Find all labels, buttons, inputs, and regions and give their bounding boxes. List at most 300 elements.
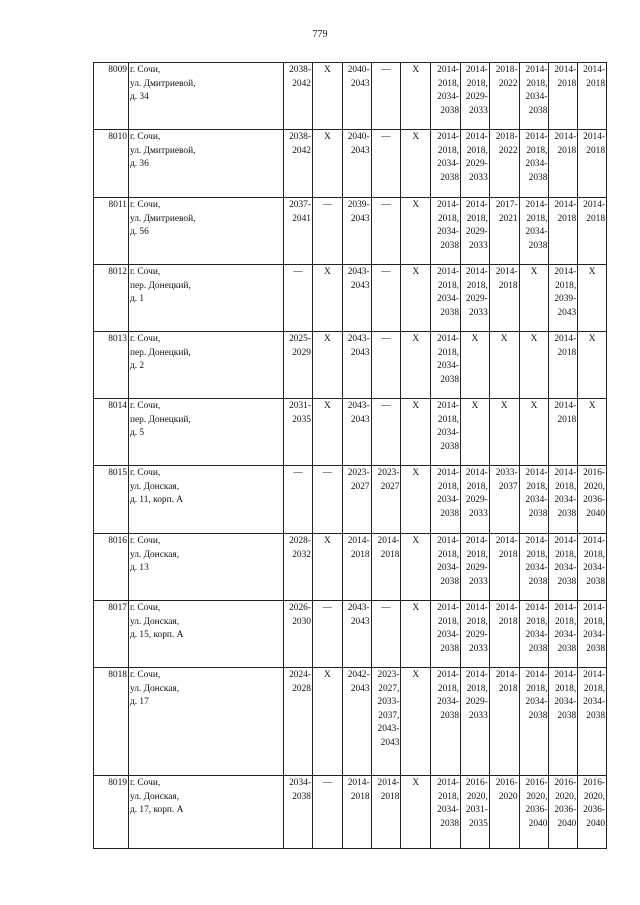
period-line: 2014- xyxy=(525,536,548,546)
period-line: 2014- xyxy=(377,778,400,788)
period-line: 2038 xyxy=(557,643,577,654)
period-line: — xyxy=(381,401,391,411)
registry-table xyxy=(93,62,607,849)
period-cell xyxy=(401,399,431,466)
period-line: 2018 xyxy=(498,280,518,291)
period-cell xyxy=(371,130,401,198)
period-cell xyxy=(312,776,342,849)
period-line: 2042 xyxy=(292,145,311,156)
period-line: 2018- xyxy=(495,132,518,142)
period-cell xyxy=(519,332,549,399)
period-line: 2043 xyxy=(350,616,370,627)
period-line: 2014- xyxy=(437,670,459,680)
period-line: 2034- xyxy=(525,630,548,640)
period-line: 2014- xyxy=(554,65,577,75)
address-line: д. 11, корп. А xyxy=(129,495,184,505)
period-cell xyxy=(489,332,519,399)
period-cell xyxy=(578,399,607,466)
period-line: 2038 xyxy=(557,576,577,587)
period-cell xyxy=(519,534,549,601)
period-cell xyxy=(461,601,490,668)
period-line: 2018, xyxy=(437,414,459,425)
period-line: 2020, xyxy=(583,481,605,492)
period-line: 2029- xyxy=(465,159,488,169)
period-line: 2014- xyxy=(495,267,518,277)
period-line: 2018, xyxy=(466,481,488,492)
period-line: 2038 xyxy=(440,105,459,116)
period-line: 2018 xyxy=(586,78,605,89)
address-line: д. 17 xyxy=(129,697,149,707)
period-line: 2034- xyxy=(437,361,459,371)
period-line: 2029- xyxy=(465,697,488,707)
period-line: 2018, xyxy=(437,549,459,560)
address-line: ул. Донская, xyxy=(129,549,180,560)
period-line: 2043- xyxy=(347,401,370,411)
period-cell xyxy=(578,534,607,601)
period-line: 2029- xyxy=(465,495,488,505)
period-cell xyxy=(312,332,342,399)
period-line: 2018, xyxy=(437,481,459,492)
period-line: 2029- xyxy=(465,227,488,237)
period-line: 2034- xyxy=(437,92,459,102)
period-line: 2043- xyxy=(347,603,370,613)
period-line: 2029 xyxy=(292,347,311,358)
period-line: 2034- xyxy=(554,563,577,573)
period-line: — xyxy=(322,603,333,613)
period-cell xyxy=(578,776,607,849)
address-line: ул. Дмитриевой, xyxy=(129,145,196,156)
period-line: 2014- xyxy=(437,65,459,75)
period-cell xyxy=(489,63,519,130)
period-line: 2018, xyxy=(437,683,459,694)
address-line: г. Сочи, xyxy=(129,670,161,680)
table-row xyxy=(94,63,607,130)
period-cell xyxy=(489,130,519,198)
period-cell xyxy=(342,332,371,399)
period-cell xyxy=(371,198,401,265)
period-cell xyxy=(401,63,431,130)
period-cell xyxy=(401,198,431,265)
row-number: 8013 xyxy=(94,332,129,399)
period-line: 2033- xyxy=(377,697,400,707)
period-line: — xyxy=(381,132,391,142)
period-line: 2014- xyxy=(465,670,488,680)
period-line: 2014- xyxy=(465,132,488,142)
period-line: Х xyxy=(530,401,538,411)
period-line: 2014- xyxy=(437,536,459,546)
period-line: 2018 xyxy=(350,549,370,560)
period-cell xyxy=(401,534,431,601)
period-cell xyxy=(284,534,313,601)
period-cell xyxy=(519,399,549,466)
period-cell xyxy=(284,130,313,198)
period-line: 2029- xyxy=(465,294,488,304)
period-cell xyxy=(342,399,371,466)
period-line: 2028- xyxy=(289,536,311,546)
period-line: 2034- xyxy=(437,805,459,815)
period-line: — xyxy=(381,267,391,277)
period-cell xyxy=(461,399,490,466)
period-cell xyxy=(489,265,519,332)
period-cell xyxy=(431,534,461,601)
period-line: 2018 xyxy=(586,213,605,224)
period-line: Х xyxy=(323,401,331,411)
address-line: д. 15, корп. А xyxy=(129,630,184,640)
registry-body xyxy=(94,63,607,849)
period-line: 2043- xyxy=(377,724,400,734)
period-cell xyxy=(284,63,313,130)
period-line: 2038 xyxy=(586,710,605,721)
row-number: 8018 xyxy=(94,668,129,776)
period-cell xyxy=(549,130,578,198)
period-cell xyxy=(371,601,401,668)
period-cell xyxy=(401,668,431,776)
period-cell xyxy=(489,534,519,601)
period-line: 2038 xyxy=(528,710,548,721)
period-line: 2018, xyxy=(437,616,459,627)
period-line: 2018, xyxy=(466,213,488,224)
table-row xyxy=(94,399,607,466)
period-line: 2018, xyxy=(466,683,488,694)
address-line: д. 17, корп. А xyxy=(129,805,184,815)
period-line: 2031- xyxy=(465,805,488,815)
period-cell xyxy=(549,668,578,776)
address-line: д. 5 xyxy=(129,428,145,438)
period-line: 2018, xyxy=(466,78,488,89)
address-line: г. Сочи, xyxy=(129,468,161,478)
period-cell xyxy=(371,668,401,776)
period-line: 2022 xyxy=(498,145,518,156)
row-number: 8014 xyxy=(94,399,129,466)
address-cell xyxy=(128,534,283,601)
period-cell xyxy=(284,466,313,534)
period-line: 2037, xyxy=(378,710,400,721)
period-cell xyxy=(461,265,490,332)
period-line: — xyxy=(293,267,303,277)
period-line: — xyxy=(293,468,303,478)
period-line: 2034- xyxy=(583,630,605,640)
period-line: 2038 xyxy=(440,307,459,318)
period-line: 2014- xyxy=(554,670,577,680)
period-line: 2018- xyxy=(495,65,518,75)
period-line: Х xyxy=(323,670,331,680)
period-cell xyxy=(519,265,549,332)
address-line: ул. Донская, xyxy=(129,616,180,627)
row-number: 8009 xyxy=(94,63,129,130)
period-line: — xyxy=(381,200,391,210)
period-line: 2018, xyxy=(466,145,488,156)
period-line: 2038 xyxy=(528,240,548,251)
address-line: д. 56 xyxy=(129,227,149,237)
period-line: Х xyxy=(530,334,538,344)
address-line: г. Сочи, xyxy=(129,65,161,75)
period-line: 2038 xyxy=(440,576,459,587)
period-line: 2016- xyxy=(583,468,605,478)
period-line: Х xyxy=(412,401,420,411)
period-line: 2018, xyxy=(583,549,605,560)
period-line: — xyxy=(381,334,391,344)
period-line: 2020, xyxy=(526,791,548,802)
row-number: 8010 xyxy=(94,130,129,198)
period-cell xyxy=(312,601,342,668)
period-line: 2014- xyxy=(495,603,518,613)
period-line: 2043 xyxy=(350,347,370,358)
address-cell xyxy=(128,130,283,198)
period-line: 2038 xyxy=(528,643,548,654)
period-line: Х xyxy=(412,200,420,210)
address-line: д. 1 xyxy=(129,294,145,304)
period-line: 2014- xyxy=(465,200,488,210)
period-line: 2018 xyxy=(380,549,400,560)
period-cell xyxy=(312,265,342,332)
period-cell xyxy=(461,198,490,265)
period-line: — xyxy=(322,468,333,478)
period-cell xyxy=(578,668,607,776)
period-line: 2018, xyxy=(526,481,548,492)
period-line: 2014- xyxy=(437,603,459,613)
period-line: 2018, xyxy=(526,683,548,694)
period-line: 2014- xyxy=(525,603,548,613)
period-cell xyxy=(401,601,431,668)
period-line: 2035 xyxy=(292,414,311,425)
period-line: 2014- xyxy=(554,536,577,546)
period-line: 2038 xyxy=(586,576,605,587)
period-line: 2033 xyxy=(469,710,488,721)
period-cell xyxy=(342,776,371,849)
period-line: 2014- xyxy=(554,334,577,344)
period-line: Х xyxy=(588,267,596,277)
period-line: 2036- xyxy=(554,805,577,815)
period-line: 2014- xyxy=(554,468,577,478)
address-cell xyxy=(128,332,283,399)
period-cell xyxy=(371,399,401,466)
period-line: Х xyxy=(500,401,508,411)
period-cell xyxy=(519,776,549,849)
period-line: 2028 xyxy=(292,683,311,694)
period-line: 2042- xyxy=(347,670,370,680)
period-line: 2014- xyxy=(554,132,577,142)
row-number: 8011 xyxy=(94,198,129,265)
period-line: 2018, xyxy=(437,145,459,156)
period-cell xyxy=(461,130,490,198)
table-row xyxy=(94,776,607,849)
address-line: ул. Донская, xyxy=(129,791,180,802)
address-cell xyxy=(128,466,283,534)
period-line: 2027 xyxy=(380,481,400,492)
period-line: 2014- xyxy=(465,603,488,613)
period-line: Х xyxy=(412,468,420,478)
period-line: 2043 xyxy=(350,280,370,291)
period-cell xyxy=(549,601,578,668)
period-cell xyxy=(519,63,549,130)
address-cell xyxy=(128,668,283,776)
period-cell xyxy=(549,332,578,399)
period-line: 2038 xyxy=(528,172,548,183)
table-row xyxy=(94,601,607,668)
period-line: 2034- xyxy=(437,495,459,505)
period-line: 2029- xyxy=(465,92,488,102)
period-line: 2018, xyxy=(437,791,459,802)
period-line: 2036- xyxy=(583,495,605,505)
period-line: 2034- xyxy=(525,227,548,237)
period-line: 2031- xyxy=(289,401,311,411)
period-cell xyxy=(284,601,313,668)
period-line: 2018, xyxy=(466,549,488,560)
period-line: 2014- xyxy=(583,670,605,680)
period-line: 2038 xyxy=(440,818,459,829)
period-line: 2037 xyxy=(498,481,518,492)
table-row xyxy=(94,265,607,332)
period-line: — xyxy=(322,200,333,210)
period-line: — xyxy=(322,778,333,788)
period-line: 2040 xyxy=(528,818,548,829)
period-line: 2038 xyxy=(557,508,577,519)
period-line: Х xyxy=(412,65,420,75)
period-line: 2014- xyxy=(583,603,605,613)
address-cell xyxy=(128,198,283,265)
period-line: 2043 xyxy=(350,414,370,425)
period-cell xyxy=(431,63,461,130)
period-line: 2034- xyxy=(525,92,548,102)
period-line: 2025- xyxy=(289,334,311,344)
period-line: 2014- xyxy=(525,65,548,75)
period-line: 2034- xyxy=(437,630,459,640)
period-line: Х xyxy=(412,267,420,277)
period-cell xyxy=(461,668,490,776)
row-number: 8015 xyxy=(94,466,129,534)
period-line: 2034- xyxy=(554,630,577,640)
period-line: 2016- xyxy=(583,778,605,788)
row-number: 8016 xyxy=(94,534,129,601)
period-line: 2014- xyxy=(437,132,459,142)
period-cell xyxy=(312,130,342,198)
period-cell xyxy=(549,399,578,466)
period-cell xyxy=(284,776,313,849)
period-cell xyxy=(371,265,401,332)
period-line: 2043 xyxy=(350,683,370,694)
period-line: 2036- xyxy=(525,805,548,815)
period-cell xyxy=(431,466,461,534)
period-cell xyxy=(489,198,519,265)
period-line: 2024- xyxy=(289,670,311,680)
period-cell xyxy=(549,466,578,534)
address-line: д. 34 xyxy=(129,92,149,102)
address-line: ул. Донская, xyxy=(129,481,180,492)
period-line: 2018, xyxy=(526,145,548,156)
period-cell xyxy=(578,601,607,668)
period-cell xyxy=(431,130,461,198)
period-cell xyxy=(342,601,371,668)
period-line: 2014- xyxy=(347,778,370,788)
period-line: 2043- xyxy=(347,334,370,344)
address-line: пер. Донецкий, xyxy=(129,414,191,425)
period-line: 2027 xyxy=(350,481,370,492)
period-line: 2036- xyxy=(583,805,605,815)
period-line: 2014- xyxy=(347,536,370,546)
period-line: 2040 xyxy=(586,818,605,829)
period-cell xyxy=(284,198,313,265)
period-line: 2026- xyxy=(289,603,311,613)
period-line: 2018, xyxy=(583,616,605,627)
period-line: 2018 xyxy=(557,213,577,224)
period-line: 2018 xyxy=(380,791,400,802)
period-line: 2018 xyxy=(498,616,518,627)
period-line: 2034- xyxy=(583,697,605,707)
period-line: 2018, xyxy=(555,683,577,694)
period-cell xyxy=(519,668,549,776)
period-cell xyxy=(284,332,313,399)
period-line: 2018, xyxy=(526,549,548,560)
period-cell xyxy=(578,332,607,399)
period-line: 2018 xyxy=(498,683,518,694)
period-line: 2038 xyxy=(528,576,548,587)
period-line: 2033 xyxy=(469,643,488,654)
period-line: 2038 xyxy=(528,508,548,519)
period-line: 2023- xyxy=(377,670,400,680)
period-line: 2033 xyxy=(469,172,488,183)
period-line: — xyxy=(381,65,391,75)
row-number: 8017 xyxy=(94,601,129,668)
period-line: 2018, xyxy=(437,280,459,291)
period-line: 2017- xyxy=(495,200,518,210)
period-line: 2032 xyxy=(292,549,311,560)
period-line: 2014- xyxy=(554,401,577,411)
period-line: 2038- xyxy=(289,132,311,142)
period-cell xyxy=(431,601,461,668)
table-row xyxy=(94,332,607,399)
period-cell xyxy=(461,332,490,399)
period-line: 2033 xyxy=(469,240,488,251)
period-cell xyxy=(342,534,371,601)
period-line: 2034- xyxy=(554,697,577,707)
period-line: 2014- xyxy=(554,603,577,613)
period-line: 2014- xyxy=(583,65,605,75)
period-line: 2038 xyxy=(440,172,459,183)
period-line: 2033- xyxy=(495,468,518,478)
period-line: — xyxy=(381,603,391,613)
period-cell xyxy=(578,265,607,332)
address-line: ул. Донская, xyxy=(129,683,180,694)
period-cell xyxy=(461,776,490,849)
period-line: 2018 xyxy=(586,145,605,156)
period-line: 2043 xyxy=(350,213,370,224)
period-line: Х xyxy=(323,536,331,546)
period-cell xyxy=(284,399,313,466)
address-cell xyxy=(128,265,283,332)
period-cell xyxy=(401,130,431,198)
period-cell xyxy=(284,265,313,332)
period-line: 2020, xyxy=(466,791,488,802)
period-line: 2023- xyxy=(377,468,400,478)
period-cell xyxy=(312,399,342,466)
period-line: 2038 xyxy=(557,710,577,721)
period-cell xyxy=(342,466,371,534)
period-line: 2016- xyxy=(525,778,548,788)
period-line: 2038 xyxy=(440,710,459,721)
period-cell xyxy=(431,198,461,265)
period-line: 2016- xyxy=(554,778,577,788)
period-cell xyxy=(431,399,461,466)
period-line: 2033 xyxy=(469,307,488,318)
period-cell xyxy=(489,776,519,849)
period-line: 2039- xyxy=(554,294,577,304)
period-line: 2020 xyxy=(498,791,518,802)
address-cell xyxy=(128,601,283,668)
address-line: г. Сочи, xyxy=(129,132,161,142)
period-line: 2034- xyxy=(437,294,459,304)
period-line: 2014- xyxy=(525,670,548,680)
period-line: 2014- xyxy=(525,468,548,478)
